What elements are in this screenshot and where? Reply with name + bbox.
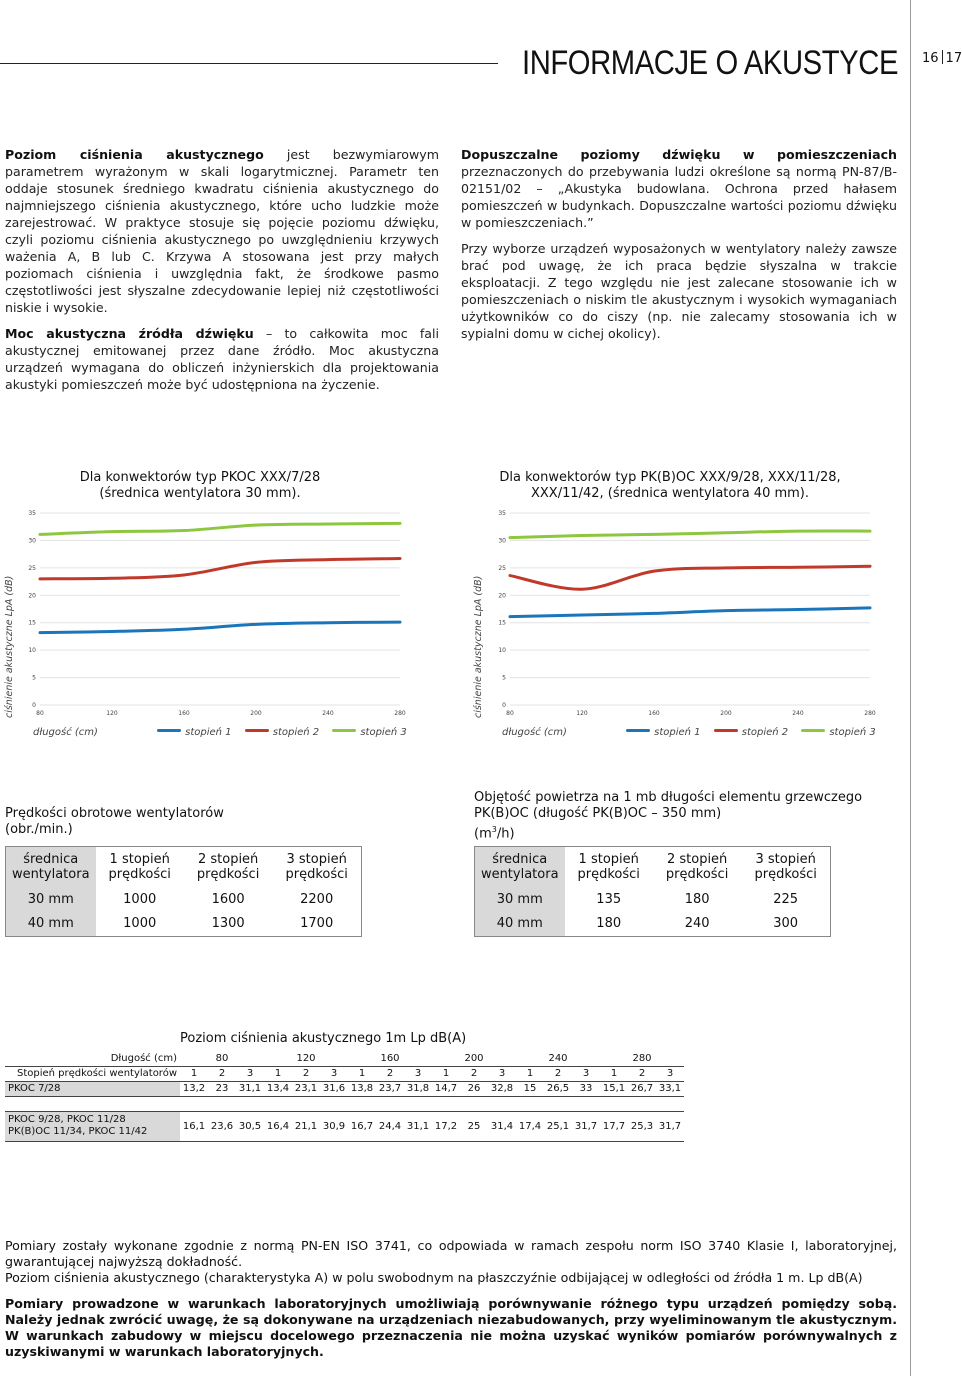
- table-row: 30 mm 135 180 225: [475, 887, 831, 912]
- chart2-title: Dla konwektorów typ PK(B)OC XXX/9/28, XXX/11/28, XXX/11/42, (średnica wentylatora 40 mm).: [499, 470, 841, 501]
- speed-cell: 3: [656, 1066, 684, 1081]
- level-cell: 17,4: [516, 1111, 544, 1141]
- footer-p1: Pomiary zostały wykonane zgodnie z normą PN-EN ISO 3741, co odpowiada w ramach zespołu norm ISO 3740 Klasie I, laboratoryjnej, gwarantującej najwyższą dokładność.: [5, 1238, 897, 1269]
- page-number: [922, 50, 962, 66]
- right-text-column: [461, 146, 897, 351]
- chart2-series-line-3: [510, 531, 870, 538]
- level-cell: 30,5: [236, 1111, 264, 1141]
- chart1-legend-s1: stopień 1: [157, 727, 231, 738]
- speeds-row: Stopień prędkości wentylatorów 1 2 3 1 2 3 1 2 3 1 2 3 1 2 3 1 2 3: [5, 1066, 684, 1081]
- speed-cell: 1: [264, 1066, 292, 1081]
- chart1-y-tick-label: 0: [32, 702, 36, 709]
- chart2-x-tick-label: 240: [792, 710, 804, 717]
- chart2-y-tick-label: 30: [498, 537, 506, 545]
- level-cell: 26,5: [544, 1081, 572, 1096]
- level-cell: 33,1: [656, 1081, 684, 1096]
- level-cell: 15,1: [600, 1081, 628, 1096]
- level-cell: 23,6: [208, 1111, 236, 1141]
- page-title: INFORMACJE O AKUSTYCE: [522, 44, 899, 82]
- speed-cell: 3: [236, 1066, 264, 1081]
- level-cell: 25,3: [628, 1111, 656, 1141]
- speed-cell: 2: [628, 1066, 656, 1081]
- footer-p2: Poziom ciśnienia akustycznego (charakterystyka A) w polu swobodnym na płaszczyźnie odbijającej w odległości od źródła 1 m. Lp dB(A): [5, 1270, 863, 1285]
- level-cell: 16,1: [180, 1111, 208, 1141]
- level-table-title: Poziom ciśnienia akustycznego 1m Lp dB(A): [180, 1031, 467, 1046]
- speed-cell: 1: [180, 1066, 208, 1081]
- level-cell: 31,1: [404, 1111, 432, 1141]
- chart1-title: Dla konwektorów typ PKOC XXX/7/28 (średnica wentylatora 30 mm).: [79, 470, 321, 501]
- chart1-y-tick-label: 20: [28, 592, 36, 600]
- chart2-y-tick-label: 10: [498, 647, 506, 655]
- chart2-x-tick-label: 160: [648, 710, 660, 717]
- speed-cell: 3: [404, 1066, 432, 1081]
- level-cell: 31,4: [488, 1111, 516, 1141]
- speeds-table: średnica wentylatora 1 stopień prędkości 2 stopień prędkości 3 stopień prędkości 30 mm 1000 1600 2200 40 mm 1000 1300 1700: [5, 846, 362, 937]
- chart1-y-tick-label: 15: [28, 619, 36, 627]
- level-cell: 21,1: [292, 1111, 320, 1141]
- chart2-x-tick-label: 280: [864, 710, 876, 717]
- speed-cell: 1: [516, 1066, 544, 1081]
- chart1-x-axis-label: długość (cm): [33, 727, 98, 738]
- speed-cell: 3: [488, 1066, 516, 1081]
- speed-cell: 1: [432, 1066, 460, 1081]
- level-cell: 26,7: [628, 1081, 656, 1096]
- chart2-legend: [502, 727, 876, 738]
- level-cell: 26: [460, 1081, 488, 1096]
- chart1-x-tick-label: 80: [36, 710, 44, 717]
- speed-cell: 3: [572, 1066, 600, 1081]
- speed-cell: 2: [292, 1066, 320, 1081]
- chart1-x-tick-label: 200: [250, 710, 262, 717]
- speed-cell: 1: [600, 1066, 628, 1081]
- level-cell: 23,7: [376, 1081, 404, 1096]
- chart2-series-line-2: [510, 566, 870, 589]
- chart2-y-tick-label: 5: [502, 674, 506, 682]
- level-cell: 14,7: [432, 1081, 460, 1096]
- pressure-paragraph: Poziom ciśnienia akustycznego jest bezwymiarowym parametrem wyrażonym w skali logarytmicznej. Parametr ten oddaje stosunek średniego kwadratu ciśnienia akustycznego do najmniejszego ciśnienia akustycznego, które ucho ludzkie może zarejestrować. W praktyce stosuje się pojęcie poziomu dźwięku, czyli poziomu ciśnienia akustycznego po uwzględnieniu krzywych ważenia A, B lub C. Krzywa A stosowana jest przy małych poziomach ciśnienia i uwzględnia fakt, że środkowe pasmo częstotliwości jest słyszalne zdecydowanie lepiej niż częstotliwości niskie i wysokie.: [5, 147, 439, 315]
- chart2-series-line-1: [510, 608, 870, 617]
- header-rule: [0, 63, 498, 64]
- chart2-y-tick-label: 0: [502, 702, 506, 709]
- speed-cell: 2: [544, 1066, 572, 1081]
- level-cell: 13,4: [264, 1081, 292, 1096]
- chart1-x-tick-label: 280: [394, 710, 406, 717]
- chart1-y-tick-label: 35: [28, 510, 36, 517]
- level-cell: 31,1: [236, 1081, 264, 1096]
- volume-heading: Objętość powietrza na 1 mb długości elementu grzewczego PK(B)OC (długość PK(B)OC – 350 mm) $(m^3/h)$: [474, 790, 863, 842]
- chart2-legend-s2: stopień 2: [714, 727, 788, 738]
- level-cell: 16,7: [348, 1111, 376, 1141]
- chart1-y-tick-label: 5: [32, 674, 36, 682]
- level-cell: 24,4: [376, 1111, 404, 1141]
- level-cell: 17,2: [432, 1111, 460, 1141]
- chart2-x-axis-label: długość (cm): [502, 727, 567, 738]
- level-cell: 33: [572, 1081, 600, 1096]
- table-row: 40 mm 180 240 300: [475, 912, 831, 937]
- volume-table: średnica wentylatora 1 stopień prędkości 2 stopień prędkości 3 stopień prędkości 30 mm 135 180 225 40 mm 180 240 300: [474, 846, 831, 937]
- footer-p3: Pomiary prowadzone w warunkach laboratoryjnych umożliwiają porównywanie różnego typu urządzeń pomiędzy sobą. Należy jednak zwrócić uwagę, że są dokonywane na urządzeniach niezabudowanych, przy wyeliminowanym tle akustycznym. W warunkach zabudowy w miejscu docelowego przeznaczenia nie można uzyskać wyników pomiarów porównywalnych z uzyskiwanymi w warunkach laboratoryjnych.: [5, 1296, 897, 1359]
- left-text-column: [5, 146, 439, 402]
- chart2-legend-s1: stopień 1: [626, 727, 700, 738]
- level-cell: 25,1: [544, 1111, 572, 1141]
- chart1-plot: [20, 505, 410, 723]
- level-cell: 25: [460, 1111, 488, 1141]
- level-cell: 31,6: [320, 1081, 348, 1096]
- chart1-legend-s3: stopień 3: [332, 727, 406, 738]
- chart2-y-axis-label: ciśnienie akustyczne LpA (dB): [473, 575, 484, 718]
- level-cell: 32,8: [488, 1081, 516, 1096]
- power-paragraph: Moc akustyczna źródła dźwięku – to całkowita moc fali akustycznej emitowanej przez dane źródło. Moc akustyczna urządzeń wymagana do obliczeń inżynierskich dla projektowania akustyki pomieszczeń może być udostępniona na życzenie.: [5, 326, 439, 392]
- level-cell: 31,8: [404, 1081, 432, 1096]
- level-cell: 15: [516, 1081, 544, 1096]
- chart2-x-tick-label: 80: [506, 710, 514, 717]
- speed-cell: 1: [348, 1066, 376, 1081]
- chart1-y-tick-label: 10: [28, 647, 36, 655]
- chart1-x-tick-label: 120: [106, 710, 118, 717]
- table-row: 40 mm 1000 1300 1700: [6, 912, 362, 937]
- level-table: [5, 1051, 684, 1142]
- chart1-x-tick-label: 240: [322, 710, 334, 717]
- speed-cell: 2: [376, 1066, 404, 1081]
- chart1-series-line-1: [40, 622, 400, 632]
- page-number-right: 17: [945, 51, 962, 66]
- table-row: PKOC 7/28 13,2 23 31,1 13,4 23,1 31,6 13,8 23,7 31,8 14,7 26 32,8 15 26,5 33 15,1 26,7 33,1: [5, 1081, 684, 1096]
- table-row: PKOC 9/28, PKOC 11/28 PK(B)OC 11/34, PKOC 11/42 16,1 23,6 30,5 16,4 21,1 30,9 16,7 24,4 31,1 17,2 25 31,4 17,4 25,1 31,7 17,7 25,3 31,7: [5, 1111, 684, 1141]
- footer-text: [5, 1238, 897, 1360]
- level-cell: 17,7: [600, 1111, 628, 1141]
- speed-cell: 2: [208, 1066, 236, 1081]
- chart1-y-tick-label: 25: [28, 564, 36, 572]
- level-cell: 31,7: [572, 1111, 600, 1141]
- speeds-heading: Prędkości obrotowe wentylatorów (obr./min.): [5, 806, 224, 837]
- speed-cell: 3: [320, 1066, 348, 1081]
- chart2-x-tick-label: 200: [720, 710, 732, 717]
- chart2-y-tick-label: 35: [498, 510, 506, 517]
- level-cell: 16,4: [264, 1111, 292, 1141]
- chart2-legend-s3: stopień 3: [801, 727, 875, 738]
- level-cell: 31,7: [656, 1111, 684, 1141]
- table-row: 30 mm 1000 1600 2200: [6, 887, 362, 912]
- limits-paragraph: Dopuszczalne poziomy dźwięku w pomieszczeniach przeznaczonych do przebywania ludzi określone są normą PN-87/B-02151/02 – „Akustyka budowlana. Ochrona przed hałasem pomieszczeń w budynkach. Dopuszczalne wartości poziomu dźwięku w pomieszczeniach.”: [461, 147, 897, 230]
- chart1-legend-s2: stopień 2: [245, 727, 319, 738]
- page-edge-rule: [910, 0, 911, 1376]
- chart1-y-tick-label: 30: [28, 537, 36, 545]
- chart2-y-tick-label: 15: [498, 619, 506, 627]
- advice-paragraph: Przy wyborze urządzeń wyposażonych w wentylatory należy zawsze brać pod uwagę, że ich praca będzie słyszalna w trakcie eksploatacji. Z tego względu nie jest zalecane stosowanie ich w pomieszczeniach o niskim tle akustycznym i wysokich wymaganiach użytkowników co do ciszy (np. nie zalecamy stosowania ich w sypialni domu w cichej okolicy).: [461, 241, 897, 341]
- chart2-y-tick-label: 20: [498, 592, 506, 600]
- chart2-plot: [490, 505, 880, 723]
- speed-cell: 2: [460, 1066, 488, 1081]
- chart1-legend: [33, 727, 407, 738]
- chart1-series-line-3: [40, 523, 400, 534]
- chart1-y-axis-label: ciśnienie akustyczne LpA (dB): [4, 575, 15, 718]
- page-number-left: 16: [922, 51, 939, 66]
- lengths-row: Długość (cm) 80 120 160 200 240 280: [5, 1051, 684, 1066]
- chart2-x-tick-label: 120: [576, 710, 588, 717]
- level-cell: 23,1: [292, 1081, 320, 1096]
- level-cell: 13,8: [348, 1081, 376, 1096]
- chart1-x-tick-label: 160: [178, 710, 190, 717]
- level-cell: 30,9: [320, 1111, 348, 1141]
- chart1-series-line-2: [40, 559, 400, 579]
- chart2-y-tick-label: 25: [498, 564, 506, 572]
- level-cell: 23: [208, 1081, 236, 1096]
- level-cell: 13,2: [180, 1081, 208, 1096]
